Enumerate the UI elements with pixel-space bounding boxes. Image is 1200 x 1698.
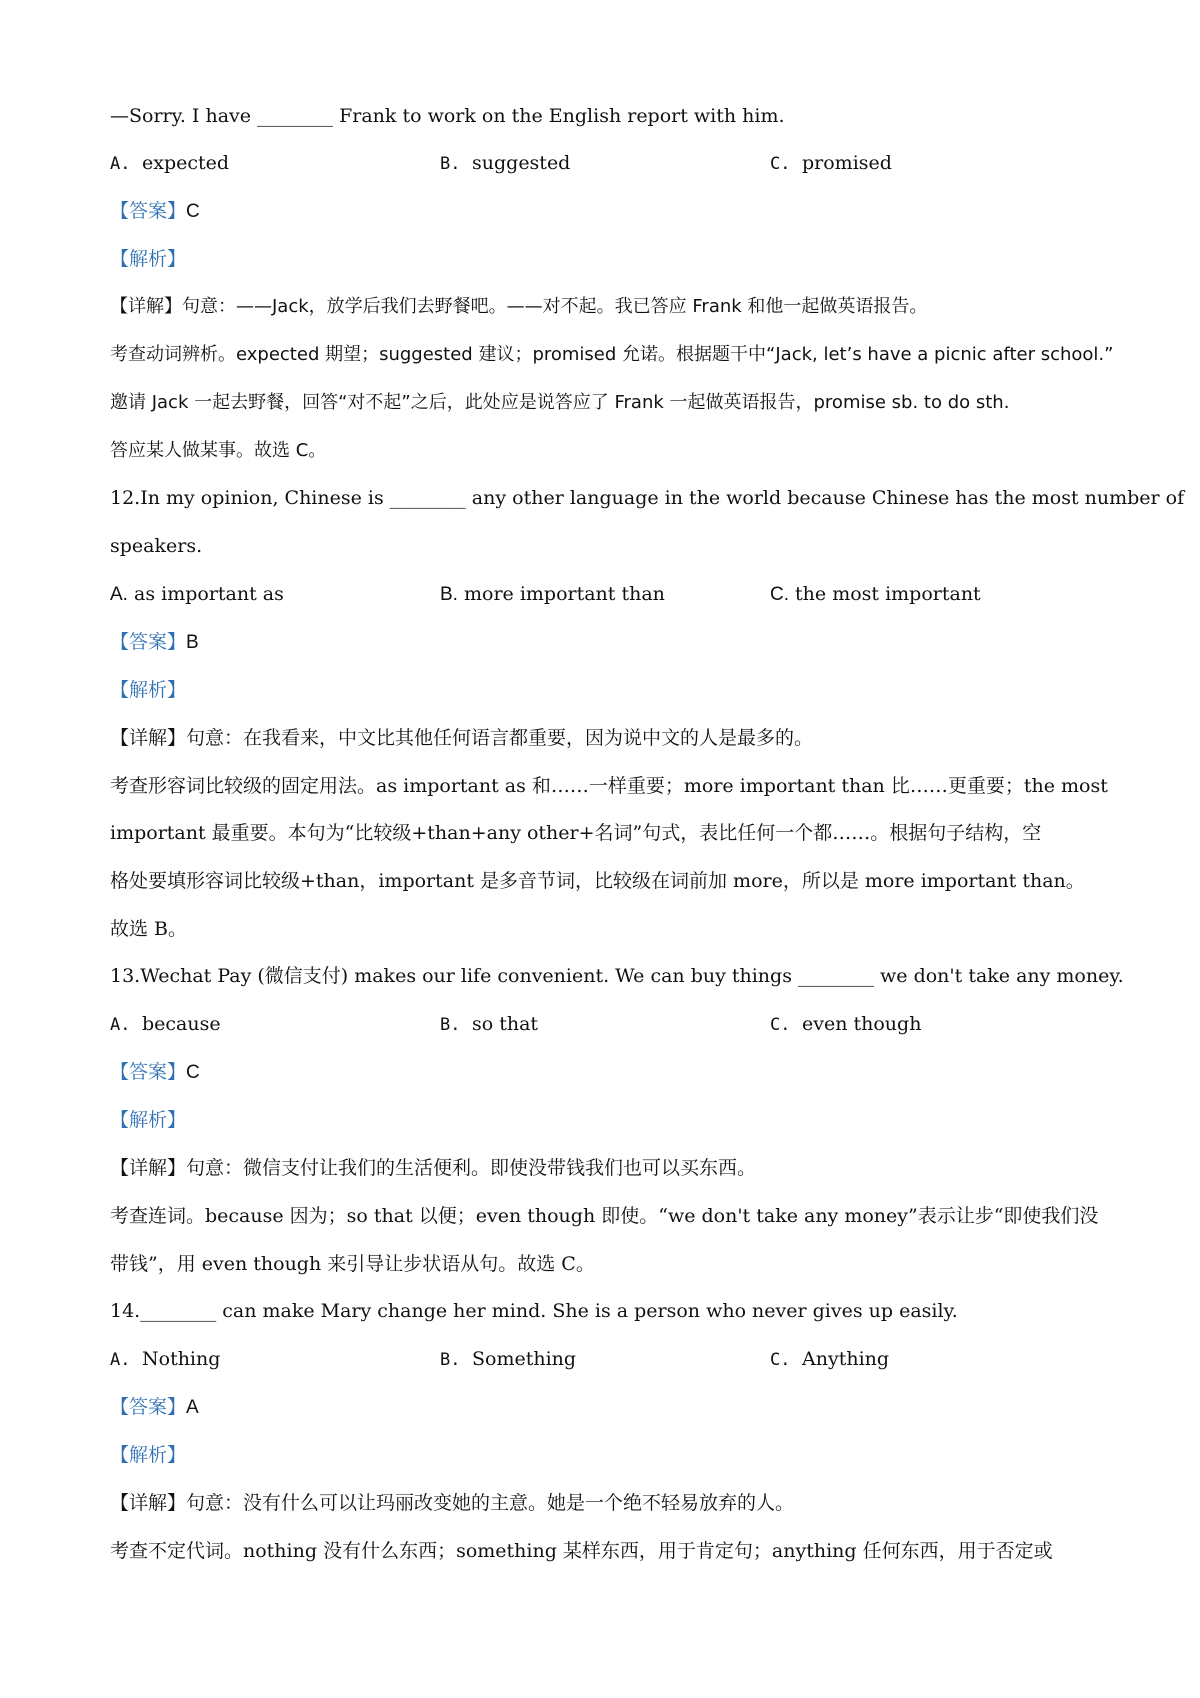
q14-option-a: A. Nothing <box>110 1348 221 1370</box>
q14-analysis-label: 【解析】 <box>110 1444 187 1466</box>
q13-stem: 13.Wechat Pay (微信支付) makes our life convenient. We can buy things ________ we don't take any money. <box>110 965 1124 987</box>
q12-detail-line: 格处要填形容词比较级+than，important 是多音节词，比较级在词前加 more，所以是 more important than。 <box>110 870 1085 892</box>
q12-option-a: A. as important as <box>110 583 284 605</box>
q12-detail-line: 故选 B。 <box>110 918 188 940</box>
q12-stem-cont: speakers. <box>110 535 203 557</box>
q13-answer: 【答案】C <box>110 1061 200 1083</box>
q12-stem: 12.In my opinion, Chinese is ________ any other language in the world because Chinese has the most number of <box>110 487 1185 509</box>
q13-option-a: A. because <box>110 1013 221 1035</box>
q12-analysis-label: 【解析】 <box>110 679 187 701</box>
q11-option-b: B. suggested <box>440 152 571 174</box>
q13-detail-line: 考查连词。because 因为；so that 以便；even though 即使。“we don't take any money”表示让步“即使我们没 <box>110 1205 1099 1227</box>
q13-analysis-label: 【解析】 <box>110 1109 187 1131</box>
q12-detail-line: 【详解】句意：在我看来，中文比其他任何语言都重要，因为说中文的人是最多的。 <box>110 727 814 749</box>
q14-detail-line: 考查不定代词。nothing 没有什么东西；something 某样东西，用于肯定句；anything 任何东西，用于否定或 <box>110 1540 1053 1562</box>
q11-detail-line: 【详解】句意：——Jack，放学后我们去野餐吧。——对不起。我已答应 Frank 和他一起做英语报告。 <box>110 296 928 317</box>
q13-option-b: B. so that <box>440 1013 539 1035</box>
q12-detail-line: 考查形容词比较级的固定用法。as important as 和……一样重要；more important than 比……更重要；the most <box>110 775 1108 797</box>
q11-answer: 【答案】C <box>110 200 200 222</box>
q14-option-b: B. Something <box>440 1348 577 1370</box>
q12-detail-line: important 最重要。本句为“比较级+than+any other+名词”句式，表比任何一个都……。根据句子结构，空 <box>110 822 1042 844</box>
q14-answer: 【答案】A <box>110 1396 199 1418</box>
q14-detail-line: 【详解】句意：没有什么可以让玛丽改变她的主意。她是一个绝不轻易放弃的人。 <box>110 1492 795 1514</box>
q11-analysis-label: 【解析】 <box>110 248 187 270</box>
q11-stem: —Sorry. I have ________ Frank to work on the English report with him. <box>110 105 785 127</box>
q11-detail-line: 考查动词辨析。expected 期望；suggested 建议；promised 允诺。根据题干中“Jack, let’s have a picnic after school.” <box>110 344 1114 365</box>
q11-option-a: A. expected <box>110 152 230 174</box>
q11-option-c: C. promised <box>770 152 892 174</box>
q11-detail-line: 邀请 Jack 一起去野餐，回答“对不起”之后，此处应是说答应了 Frank 一起做英语报告，promise sb. to do sth. <box>110 392 1010 413</box>
q12-option-c: C. the most important <box>770 583 981 605</box>
q14-stem: 14.________ can make Mary change her mind. She is a person who never gives up easily. <box>110 1300 958 1322</box>
q14-option-c: C. Anything <box>770 1348 890 1370</box>
q12-option-b: B. more important than <box>440 583 665 605</box>
q12-answer: 【答案】B <box>110 631 199 653</box>
q13-detail-line: 带钱”，用 even though 来引导让步状语从句。故选 C。 <box>110 1253 595 1275</box>
q13-option-c: C. even though <box>770 1013 922 1035</box>
q13-detail-line: 【详解】句意：微信支付让我们的生活便利。即使没带钱我们也可以买东西。 <box>110 1157 757 1179</box>
q11-detail-line: 答应某人做某事。故选 C。 <box>110 440 327 461</box>
